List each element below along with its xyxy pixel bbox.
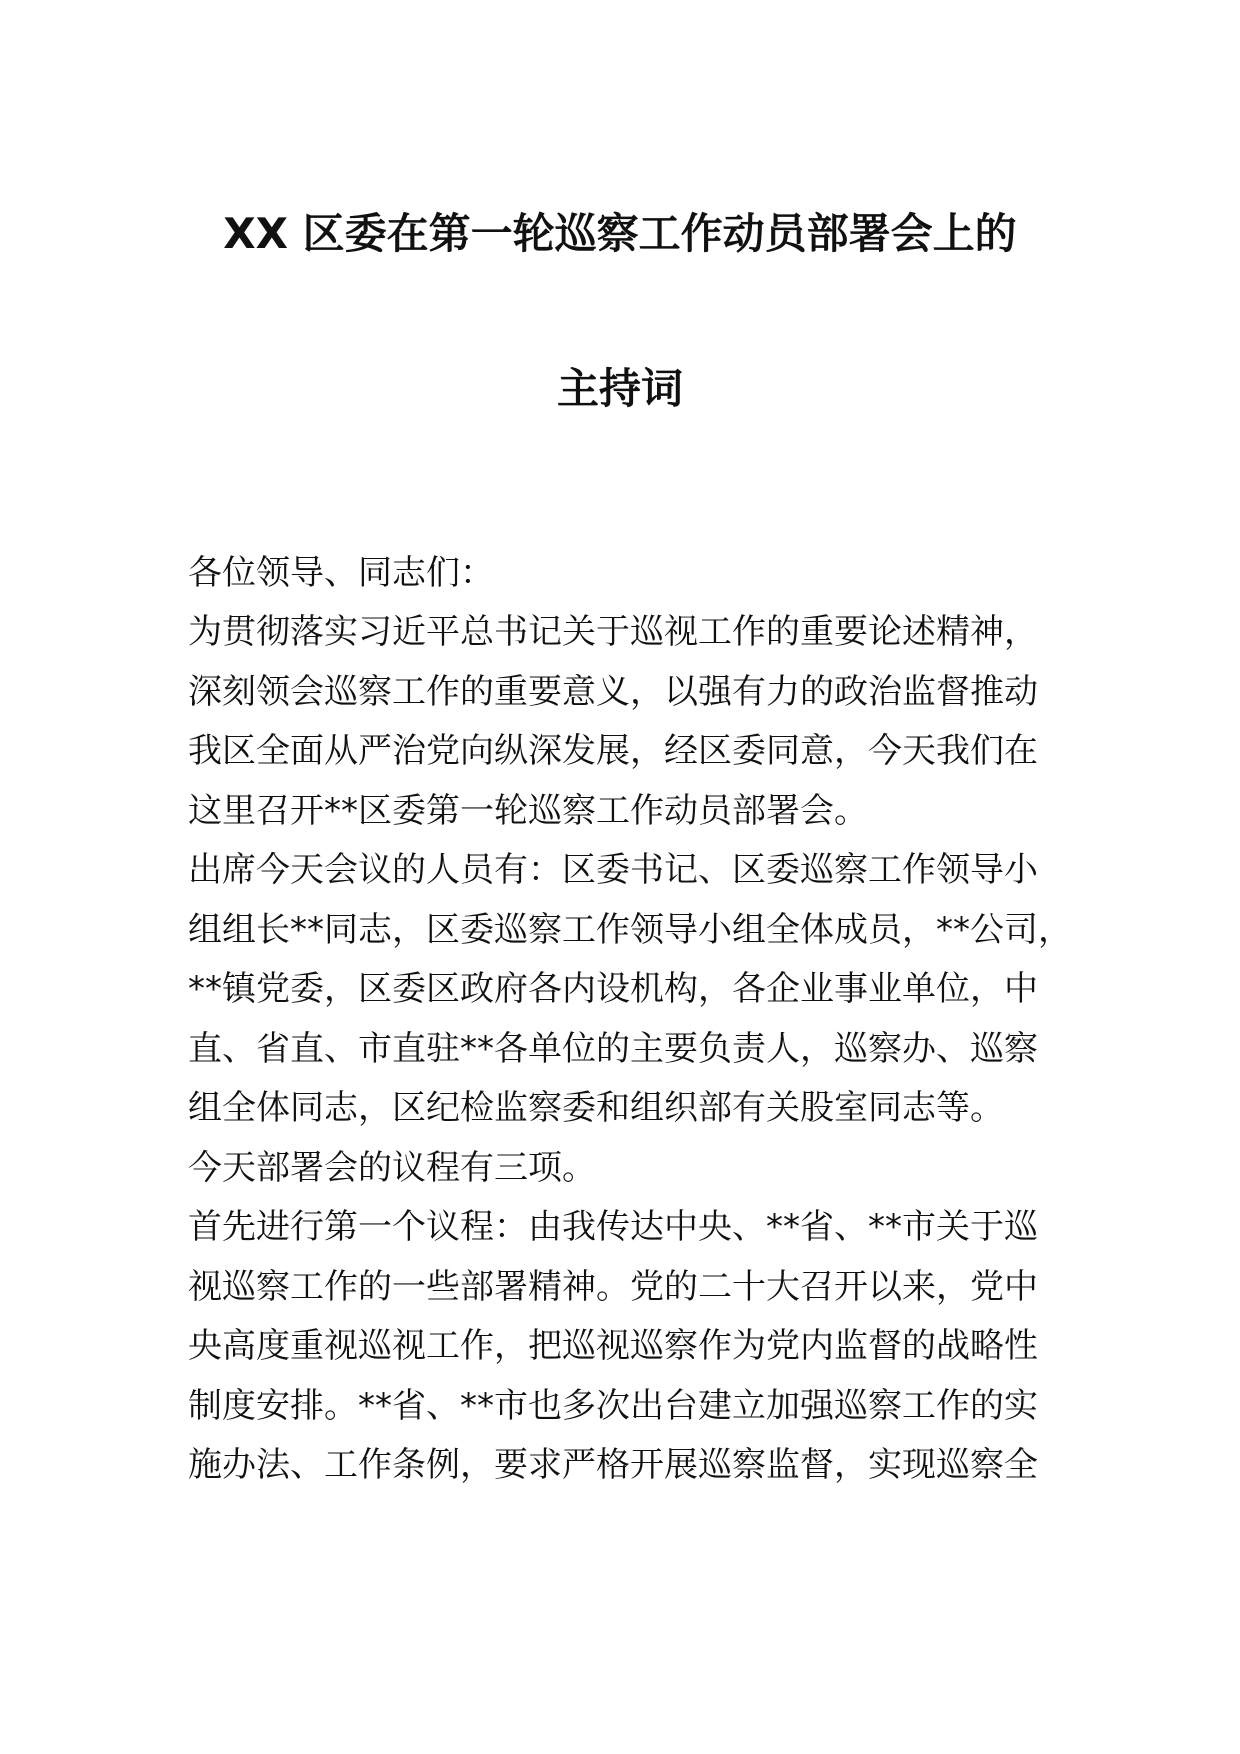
body-line-9: 组全体同志，区纪检监察委和组织部有关股室同志等。 xyxy=(188,1088,1004,1128)
body-line-3: 我区全面从严治党向纵深发展，经区委同意，今天我们在 xyxy=(188,731,1038,771)
body-line-12: 视巡察工作的一些部署精神。党的二十大召开以来，党中 xyxy=(188,1267,1038,1307)
body-line-15: 施办法、工作条例，要求严格开展巡察监督，实现巡察全 xyxy=(188,1445,1038,1485)
document-title-line-1: XX 区委在第一轮巡察工作动员部署会上的 xyxy=(223,209,1017,258)
salutation: 各位领导、同志们： xyxy=(188,553,494,593)
body-line-2: 深刻领会巡察工作的重要意义，以强有力的政治监督推动 xyxy=(188,672,1038,712)
body-line-4: 这里召开**区委第一轮巡察工作动员部署会。 xyxy=(188,791,868,831)
body-line-13: 央高度重视巡视工作，把巡视巡察作为党内监督的战略性 xyxy=(188,1326,1038,1366)
body-line-1: 为贯彻落实习近平总书记关于巡视工作的重要论述精神， xyxy=(188,612,1038,652)
body-line-14: 制度安排。**省、**市也多次出台建立加强巡察工作的实 xyxy=(188,1386,1038,1426)
body-line-11: 首先进行第一个议程：由我传达中央、**省、**市关于巡 xyxy=(188,1207,1038,1247)
body-line-8: 直、省直、市直驻**各单位的主要负责人，巡察办、巡察 xyxy=(188,1029,1038,1069)
body-line-7: **镇党委，区委区政府各内设机构，各企业事业单位，中 xyxy=(188,969,1038,1009)
document-title-line-2: 主持词 xyxy=(556,364,683,413)
body-line-10: 今天部署会的议程有三项。 xyxy=(188,1148,596,1188)
body-line-6: 组组长**同志，区委巡察工作领导小组全体成员，**公司， xyxy=(188,910,1072,950)
body-line-5: 出席今天会议的人员有：区委书记、区委巡察工作领导小 xyxy=(188,850,1038,890)
